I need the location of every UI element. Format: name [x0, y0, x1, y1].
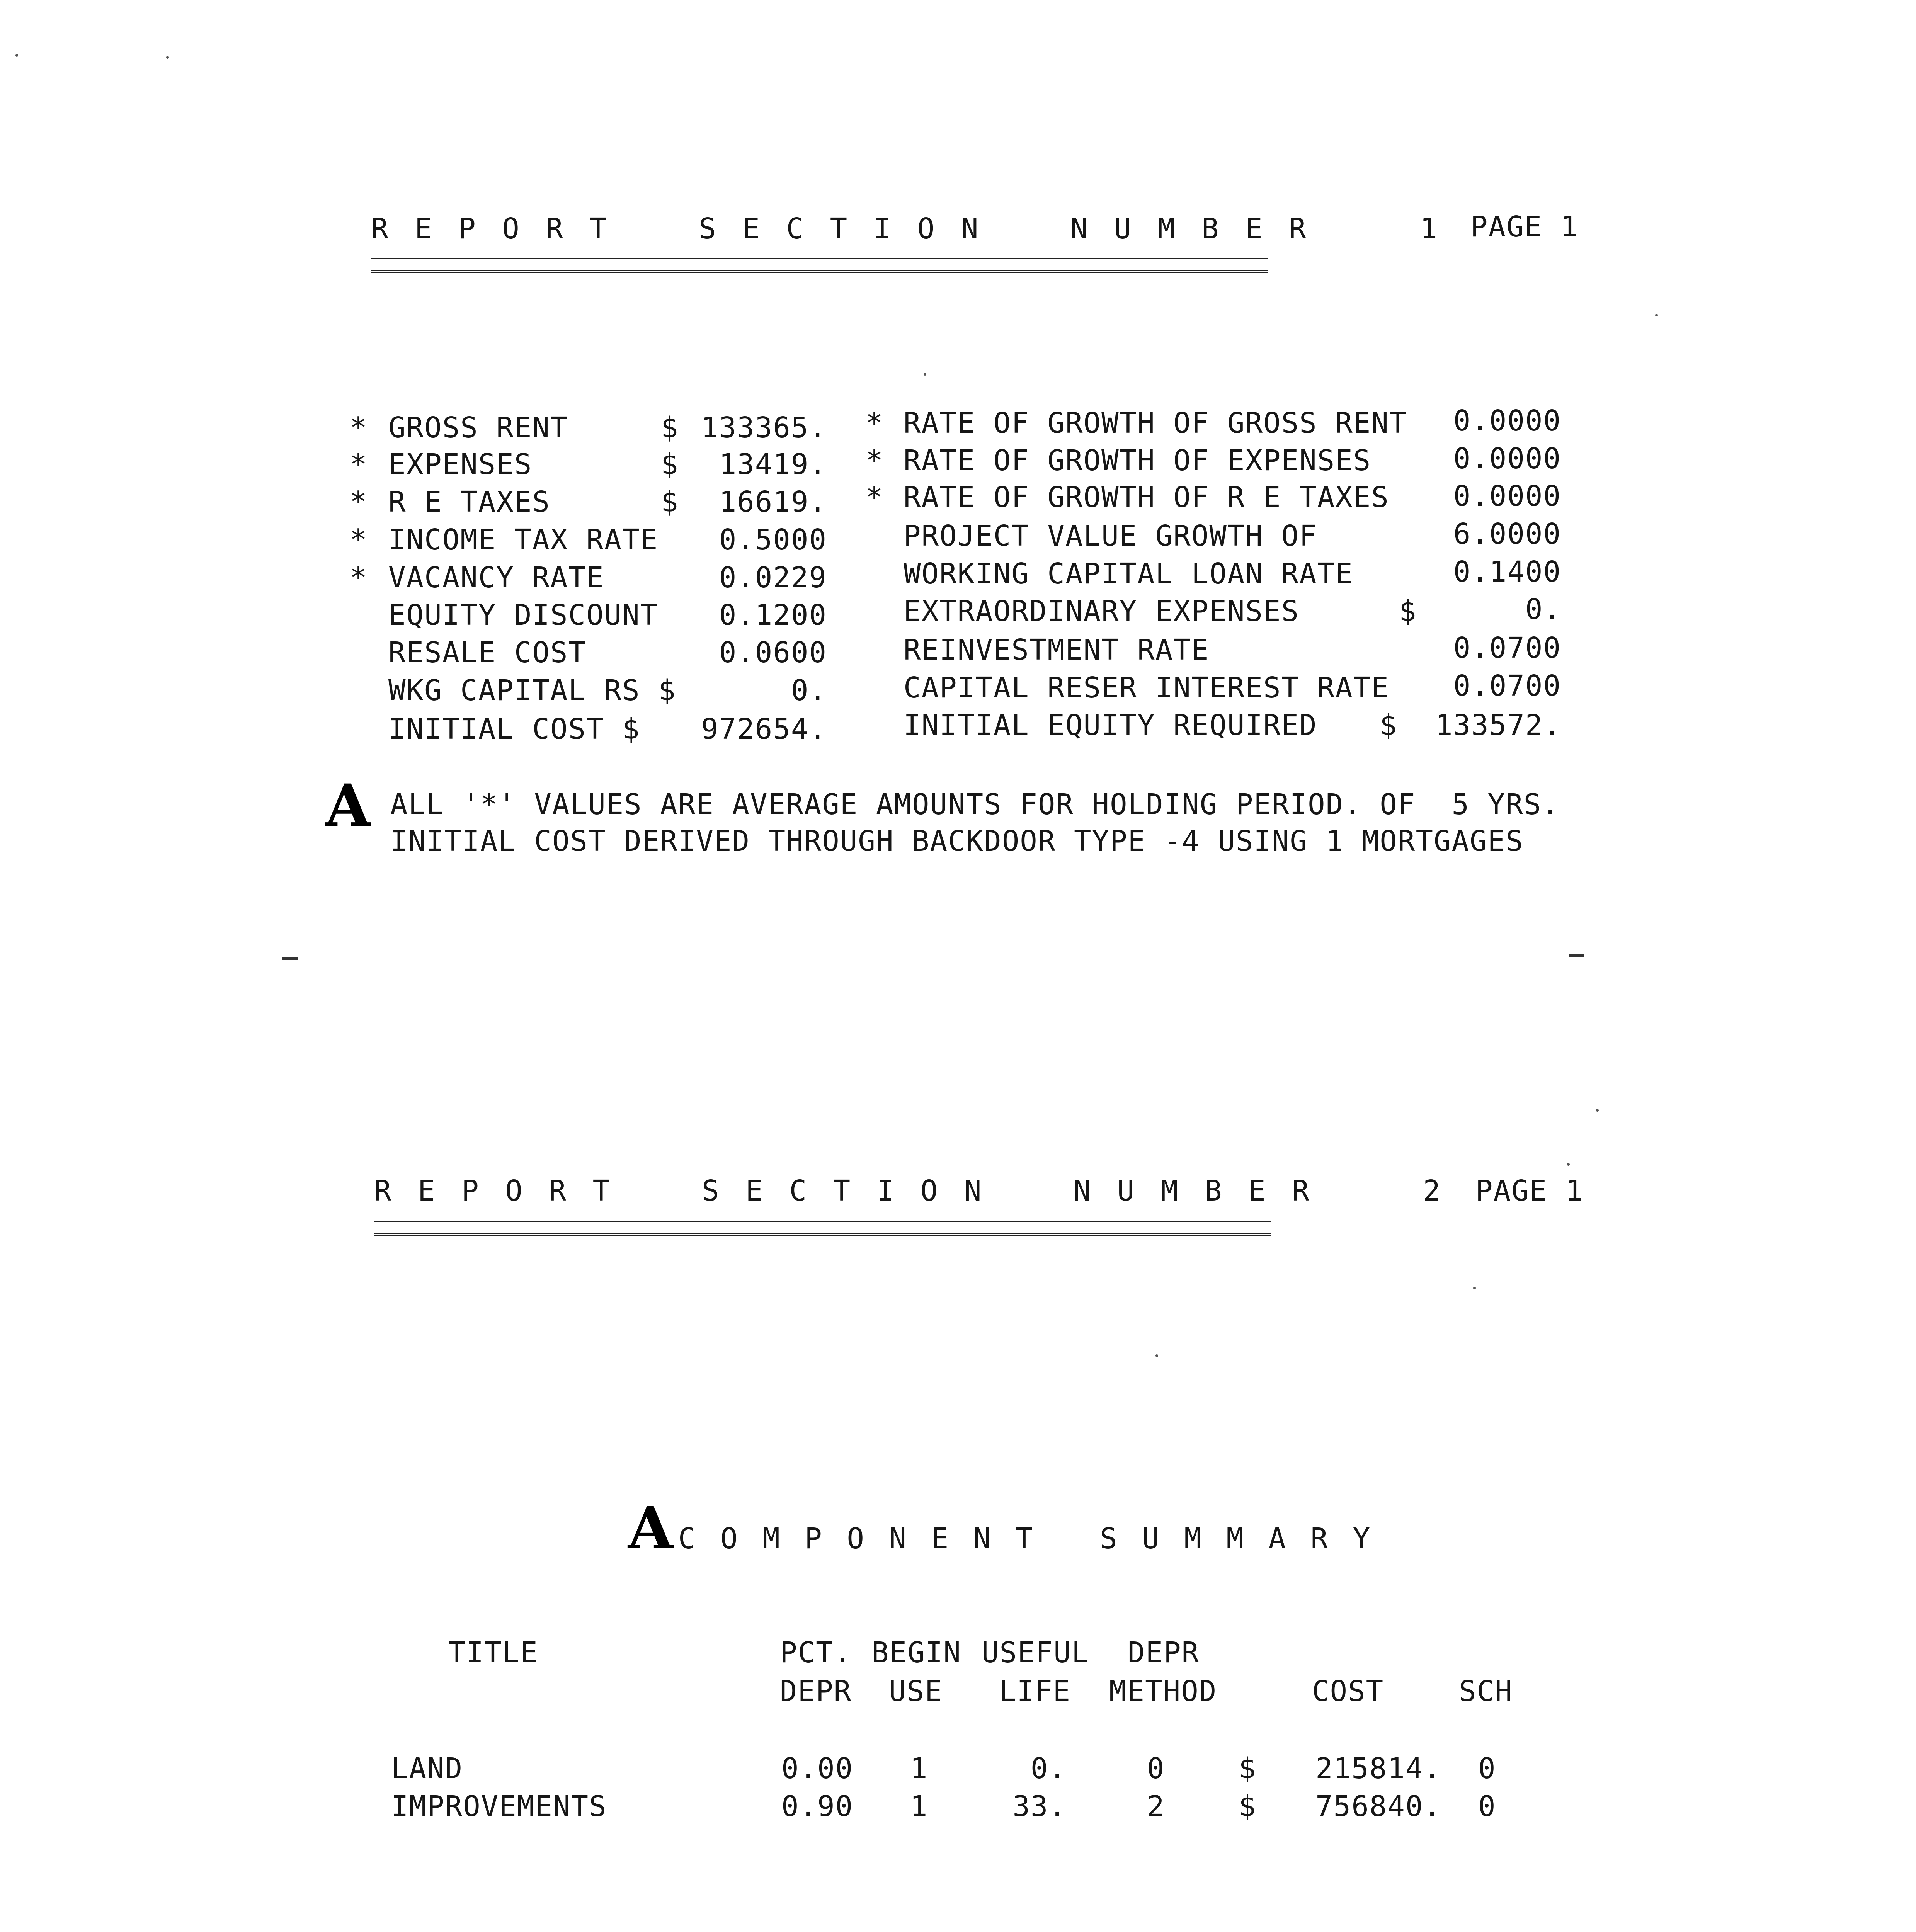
scan-speck	[1655, 314, 1658, 316]
scan-speck	[1473, 1287, 1476, 1289]
component-title-improvements: IMPROVEMENTS	[391, 1790, 607, 1823]
section2-page-label: PAGE 1	[1475, 1174, 1584, 1208]
section1-page-label: PAGE 1	[1470, 210, 1579, 243]
star-marker: *	[350, 411, 368, 444]
field-value-expenses: 13419.	[719, 448, 827, 481]
component-pct: 0.00	[781, 1752, 854, 1785]
column-header-sch: SCH	[1459, 1675, 1513, 1708]
star-marker: *	[350, 485, 368, 519]
column-header-useful: USEFUL	[982, 1636, 1090, 1669]
star-marker: *	[866, 481, 884, 514]
column-header-pct: PCT.	[780, 1636, 852, 1669]
section2-heading: R E P O R T S E C T I O N N U M B E R 2	[374, 1174, 1445, 1208]
component-method: 2	[1147, 1790, 1165, 1823]
component-begin: 1	[910, 1752, 928, 1785]
component-sch: 0	[1478, 1752, 1496, 1785]
field-value-growth-gross-rent: 0.0000	[1453, 404, 1561, 437]
field-value-vacancy-rate: 0.0229	[719, 561, 827, 594]
section1-underline	[371, 258, 1268, 273]
field-label-income-tax-rate: INCOME TAX RATE	[388, 523, 659, 556]
component-life: 0.	[1030, 1752, 1067, 1785]
currency-sign: $	[1380, 709, 1398, 742]
field-value-re-taxes: 16619.	[719, 485, 827, 519]
component-pct: 0.90	[781, 1790, 854, 1823]
column-header-useful-sub: LIFE	[999, 1675, 1071, 1708]
currency-sign: $	[1239, 1752, 1257, 1785]
scan-speck	[15, 54, 18, 57]
field-label-gross-rent: GROSS RENT	[388, 411, 568, 444]
note-holding-period: ALL '*' VALUES ARE AVERAGE AMOUNTS FOR HOLDING PERIOD. OF 5 YRS.	[390, 788, 1560, 821]
field-value-initial-cost: 972654.	[701, 713, 827, 746]
component-life: 33.	[1012, 1790, 1067, 1823]
currency-sign: $	[1239, 1790, 1257, 1823]
field-value-capital-reser-interest-rate: 0.0700	[1453, 669, 1561, 702]
field-label-initial-cost: INITIAL COST $	[388, 713, 640, 746]
column-header-depr: DEPR	[1128, 1636, 1200, 1669]
component-begin: 1	[910, 1790, 928, 1823]
field-value-initial-equity-required: 133572.	[1435, 709, 1561, 742]
field-label-working-capital-loan-rate: WORKING CAPITAL LOAN RATE	[904, 557, 1353, 590]
scan-speck	[1567, 1163, 1570, 1166]
field-label-wkg-capital-rs: WKG CAPITAL RS $	[388, 674, 676, 707]
marker-letter-a: A	[325, 772, 371, 840]
star-marker: *	[350, 448, 368, 481]
field-label-equity-discount: EQUITY DISCOUNT	[388, 599, 659, 632]
field-label-growth-re-taxes: RATE OF GROWTH OF R E TAXES	[904, 481, 1389, 514]
column-header-begin-sub: USE	[889, 1675, 943, 1708]
currency-sign: $	[1399, 595, 1417, 628]
field-label-initial-equity-required: INITIAL EQUITY REQUIRED	[904, 709, 1317, 742]
component-summary-title: C O M P O N E N T S U M M A R Y	[678, 1522, 1374, 1555]
star-marker: *	[866, 406, 884, 440]
column-header-title: TITLE	[448, 1636, 538, 1669]
field-value-extraordinary-expenses: 0.	[1525, 593, 1561, 626]
currency-sign: $	[661, 411, 679, 444]
field-label-growth-gross-rent: RATE OF GROWTH OF GROSS RENT	[904, 406, 1407, 440]
currency-sign: $	[661, 448, 679, 481]
field-value-gross-rent: 133365.	[701, 411, 827, 444]
field-value-working-capital-loan-rate: 0.1400	[1453, 555, 1561, 588]
section2-underline	[374, 1221, 1271, 1236]
component-method: 0	[1147, 1752, 1165, 1785]
scan-speck	[1596, 1109, 1599, 1112]
note-initial-cost-derivation: INITIAL COST DERIVED THROUGH BACKDOOR TYPE -4 USING 1 MORTGAGES	[390, 825, 1524, 858]
field-value-income-tax-rate: 0.5000	[719, 523, 827, 556]
currency-sign: $	[661, 485, 679, 519]
field-value-growth-re-taxes: 0.0000	[1453, 480, 1561, 513]
column-header-pct-sub: DEPR	[780, 1675, 852, 1708]
section1-heading: R E P O R T S E C T I O N N U M B E R 1	[371, 212, 1442, 245]
column-header-begin: BEGIN	[871, 1636, 961, 1669]
star-marker: *	[350, 561, 368, 594]
field-label-resale-cost: RESALE COST	[388, 636, 587, 669]
margin-dash	[282, 957, 298, 960]
field-label-capital-reser-interest-rate: CAPITAL RESER INTEREST RATE	[904, 671, 1389, 704]
scan-speck	[924, 373, 926, 376]
marker-letter-a: A	[628, 1494, 673, 1562]
column-header-cost: COST	[1312, 1675, 1384, 1708]
field-label-growth-expenses: RATE OF GROWTH OF EXPENSES	[904, 444, 1371, 477]
component-title-land: LAND	[391, 1752, 463, 1785]
field-label-reinvestment-rate: REINVESTMENT RATE	[904, 633, 1210, 667]
field-label-re-taxes: R E TAXES	[388, 485, 550, 519]
field-value-growth-expenses: 0.0000	[1453, 442, 1561, 475]
field-label-vacancy-rate: VACANCY RATE	[388, 561, 604, 594]
field-value-equity-discount: 0.1200	[719, 599, 827, 632]
field-label-project-value-growth: PROJECT VALUE GROWTH OF	[904, 519, 1317, 553]
star-marker: *	[866, 444, 884, 477]
field-label-expenses: EXPENSES	[388, 448, 533, 481]
margin-dash	[1569, 954, 1584, 957]
field-value-wkg-capital-rs: 0.	[791, 674, 827, 707]
field-value-resale-cost: 0.0600	[719, 636, 827, 669]
component-cost: 756840.	[1315, 1790, 1441, 1823]
component-sch: 0	[1478, 1790, 1496, 1823]
scan-speck	[1155, 1354, 1158, 1357]
field-value-project-value-growth: 6.0000	[1453, 517, 1561, 551]
component-cost: 215814.	[1315, 1752, 1441, 1785]
column-header-depr-sub: METHOD	[1109, 1675, 1217, 1708]
star-marker: *	[350, 523, 368, 556]
field-label-extraordinary-expenses: EXTRAORDINARY EXPENSES	[904, 595, 1300, 628]
field-value-reinvestment-rate: 0.0700	[1453, 631, 1561, 665]
scan-speck	[166, 56, 169, 59]
